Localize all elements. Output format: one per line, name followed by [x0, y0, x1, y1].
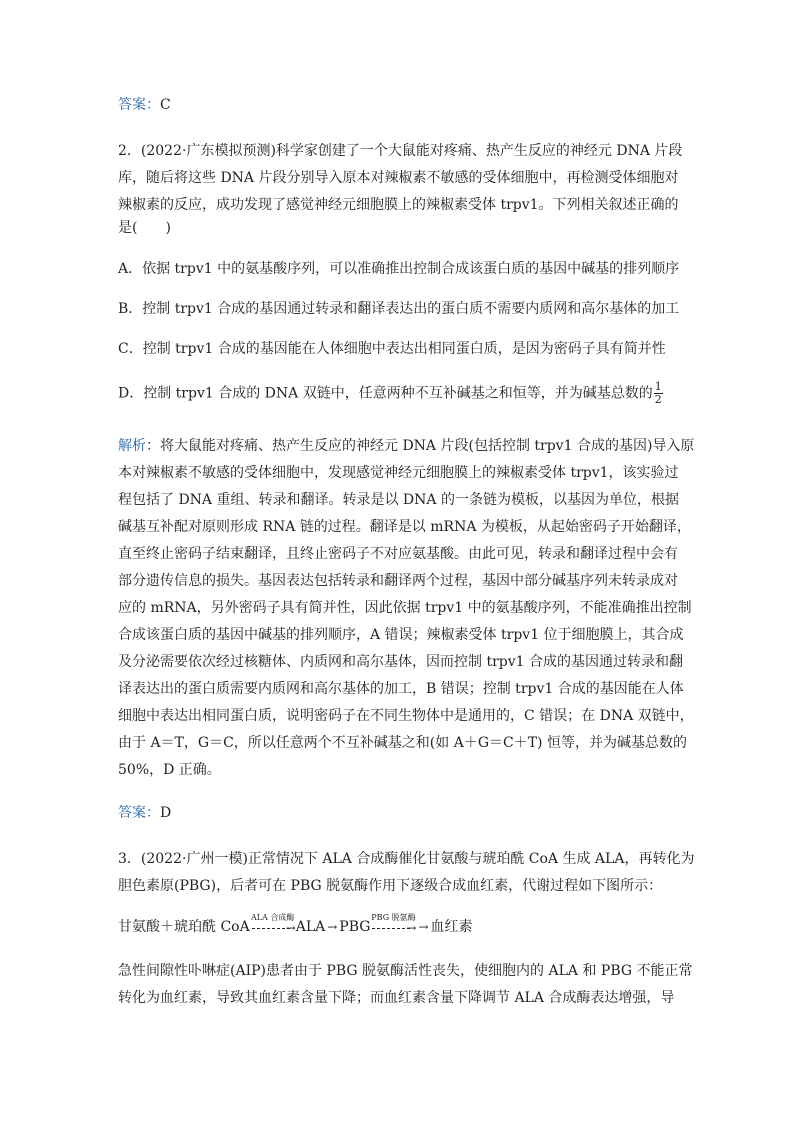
analysis-line: 本对辣椒素不敏感的受体细胞中，发现感觉神经元细胞膜上的辣椒素受体 trpv1，该实验过	[118, 465, 679, 481]
analysis-line: 部分遗传信息的损失。基因表达包括转录和翻译两个过程，基因中部分碱基序列未转录成对	[118, 573, 678, 589]
question-3-line: 转化为血红素，导致其血红素含量下降；而血红素含量下降调节 ALA 合成酶表达增强，导	[118, 990, 675, 1006]
fraction-denominator: 2	[654, 393, 662, 406]
analysis-line: 碱基互补配对原则形成 RNA 链的过程。翻译是以 mRNA 为模板，从起始密码子开始翻译，	[118, 519, 691, 535]
enzyme-label: PBG 脱氨酶	[371, 913, 416, 922]
fraction	[654, 381, 663, 406]
analysis-line: 及分泌需要依次经过核糖体、内质网和高尔基体，因而控制 trpv1 合成的基因通过转录和翻	[118, 654, 683, 670]
analysis-first-text: ：将大鼠能对疼痛、热产生反应的神经元 DNA 片段(包括控制 trpv1 合成的基因)导入原	[146, 438, 695, 454]
arrow-icon: →	[418, 920, 429, 934]
option-a: A．依据 trpv1 中的氨基酸序列，可以准确推出控制合成该蛋白质的基因中碱基的排列顺序	[118, 261, 680, 277]
fraction-numerator: 1	[654, 380, 662, 393]
answer-line-2	[118, 803, 171, 823]
answer-value: C	[160, 97, 171, 113]
arrow-head-icon: →	[406, 921, 417, 935]
analysis-line	[118, 436, 694, 456]
answer-label: 答案：	[118, 805, 160, 821]
analysis-line: 细胞中表达出相同蛋白质，说明密码子在不同生物体中是通用的，C 错误；在 DNA 双链中，	[118, 708, 694, 724]
question-2-line: 2．(2022·广东模拟预测)科学家创建了一个大鼠能对疼痛、热产生反应的神经元 DNA 片段	[118, 143, 683, 159]
answer-label: 答案：	[118, 97, 160, 113]
pathway-start: 甘氨酸＋琥珀酰 CoA	[118, 919, 250, 935]
pathway-mid: ALA	[295, 919, 326, 935]
option-b: B．控制 trpv1 合成的基因通过转录和翻译表达出的蛋白质不需要内质网和高尔基体的加工	[118, 301, 680, 317]
pathway-end: 血红素	[430, 919, 473, 935]
option-d	[118, 381, 663, 406]
question-3-line: 3．(2022·广州一模)正常情况下 ALA 合成酶催化甘氨酸与琥珀酰 CoA 生成 ALA，再转化为	[118, 851, 695, 867]
question-3-line: 胆色素原(PBG)，后者可在 PBG 脱氨酶作用下逐级合成血红素，代谢过程如下图所示：	[118, 878, 663, 894]
enzyme-label: ALA 合成酶	[250, 913, 295, 922]
answer-line-1	[118, 95, 171, 115]
option-c: C．控制 trpv1 合成的基因能在人体细胞中表达出相同蛋白质，是因为密码子具有简并性	[118, 341, 666, 357]
analysis-line: 50%，D 正确。	[118, 762, 221, 778]
enzyme-arrow	[370, 913, 417, 937]
question-3-line: 急性间隙性卟啉症(AIP)患者由于 PBG 脱氨酶活性丧失，使细胞内的 ALA 和 PBG 不能正常	[118, 963, 693, 979]
answer-value: D	[160, 805, 172, 821]
analysis-line: 合成该蛋白质的基因中碱基的排列顺序，A 错误；辣椒素受体 trpv1 位于细胞膜上，其合成	[118, 627, 684, 643]
metabolic-pathway	[118, 913, 473, 937]
arrow-icon: →	[327, 920, 338, 934]
analysis-line: 直至终止密码子结束翻译，且终止密码子不对应氨基酸。由此可见，转录和翻译过程中会有	[118, 546, 678, 562]
arrow-head-icon: →	[285, 921, 296, 935]
analysis-label: 解析	[118, 438, 146, 454]
arrow-shaft	[372, 928, 410, 929]
analysis-line: 程包括了 DNA 重组、转录和翻译。转录是以 DNA 的一条链为模板，以基因为单位，根据	[118, 492, 679, 508]
analysis-line: 译表达出的蛋白质需要内质网和高尔基体的加工，B 错误；控制 trpv1 合成的基因能在人体	[118, 681, 684, 697]
arrow-shaft	[252, 928, 290, 929]
analysis-line: 由于 A＝T，G＝C，所以任意两个不互补碱基之和(如 A＋G＝C＋T) 恒等，并为碱基总数的	[118, 735, 687, 751]
analysis-line: 应的 mRNA，另外密码子具有简并性，因此依据 trpv1 中的氨基酸序列，不能准确推出控制	[118, 600, 692, 616]
question-2-line: 辣椒素的反应，成功发现了感觉神经元细胞膜上的辣椒素受体 trpv1。下列相关叙述正确的	[118, 197, 679, 213]
pathway-mid: PBG	[339, 919, 371, 935]
question-2-line: 是( )	[118, 220, 171, 236]
question-2-line: 库，随后将这些 DNA 片段分别导入原本对辣椒素不敏感的受体细胞中，再检测受体细胞对	[118, 170, 679, 186]
enzyme-arrow	[250, 913, 296, 937]
option-d-text: D．控制 trpv1 合成的 DNA 双链中，任意两种不互补碱基之和恒等，并为碱基总数的	[118, 385, 653, 402]
